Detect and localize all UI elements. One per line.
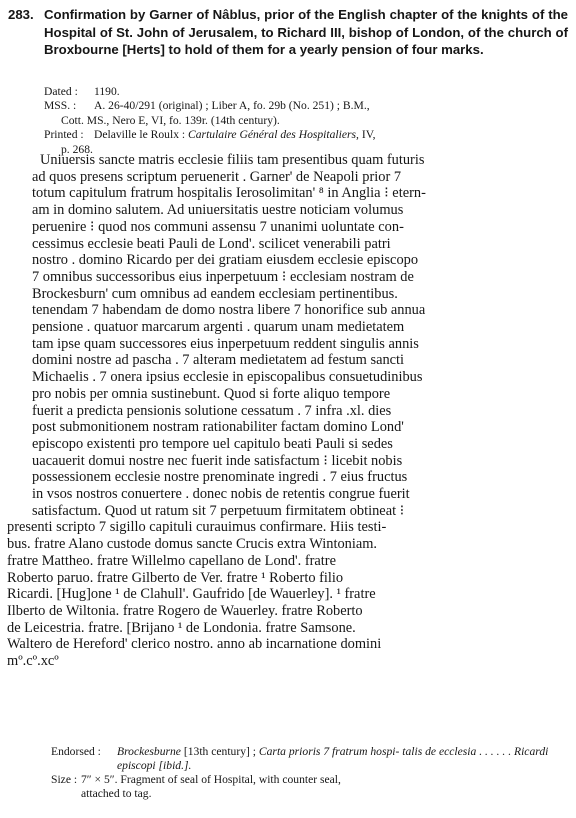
charter-text xyxy=(7,152,563,670)
endorsed-place: Brockesburne xyxy=(117,745,181,758)
mss-label: MSS. : xyxy=(44,99,77,113)
mss-row xyxy=(44,99,560,128)
printed-author: Delaville le Roulx : xyxy=(94,128,186,142)
charter-line: Michaelis . 7 onera ipsius ecclesie in episcopalibus consuetudinibus xyxy=(32,369,423,386)
charter-line: uacauerit domui nostre nec fuerit inde satisfactum ⁝ licebit nobis xyxy=(32,452,403,469)
printed-work: Cartulaire Général des Hospitaliers, xyxy=(188,128,359,142)
charter-line: tenendam 7 habendam de domo nostra libere 7 honorifice sub annua xyxy=(32,302,426,319)
charter-line: de Leicestria. fratre. [Brijano ¹ de Londonia. fratre Samsone. xyxy=(7,619,356,636)
entry-number: 283. xyxy=(8,7,34,22)
endorsed-label: Endorsed : xyxy=(51,745,101,758)
entry-title: Confirmation by Garner of Nâblus, prior of the English chapter of the knights of the Hospital of St. John of Jerusalem, to Richard III, bishop of London, of the church of Broxbourne [Herts] to hold of them for a yearly pension of four marks. xyxy=(44,7,568,57)
charter-line: nostro . domino Ricardo per dei gratiam eiusdem ecclesie episcopo xyxy=(32,252,419,269)
printed-volume: IV, xyxy=(361,128,376,142)
charter-line: Ilberto de Wiltonia. fratre Rogero de Wauerley. fratre Roberto xyxy=(7,602,363,619)
dated-value: 1190. xyxy=(94,85,120,98)
dated-row xyxy=(44,85,560,99)
charter-line: am in domino salutem. Ad uniuersitatis uestre noticiam volumus xyxy=(32,202,404,219)
size-value-continued: attached to tag. xyxy=(81,786,152,800)
endorsement-block xyxy=(51,745,563,800)
charter-line: ad quos presens scriptum peruenerit . Garner' de Neapoli prior 7 xyxy=(32,168,402,185)
mss-value-continued: Cott. MS., Nero E, VI, fo. 139r. (14th century). xyxy=(61,113,280,127)
metadata-block xyxy=(44,85,560,157)
charter-line: domini nostre ad pascha . 7 alteram medietatem ad festum sancti xyxy=(32,352,405,369)
charter-line: Uniuersis sancte matris ecclesie filiis tam presentibus quam futuris xyxy=(40,152,425,168)
charter-line: post submonitionem nostram rationabiliter factam domino Lond' xyxy=(32,419,404,436)
endorsed-text-continued: talis de ecclesia . . . . . . Ricardi episcopi xyxy=(117,745,549,772)
charter-line: cessimus ecclesie beati Pauli de Lond'. scilicet venerabili patri xyxy=(32,235,391,252)
size-row xyxy=(51,773,563,800)
charter-line: Ricardi. [Hug]one ¹ de Clahull'. Gaufrido [de Wauerley]. ¹ fratre xyxy=(7,586,376,603)
size-value: 7″ × 5″. Fragment of seal of Hospital, with counter seal, xyxy=(81,773,341,787)
endorsed-ibid: [ibid.]. xyxy=(158,758,192,772)
endorsed-text: Carta prioris 7 fratrum hospi- xyxy=(258,745,400,758)
printed-label: Printed : xyxy=(44,128,84,142)
charter-line: Roberto paruo. fratre Gilberto de Ver. fratre ¹ Roberto filio xyxy=(7,569,344,586)
charter-line: tam ipse quam successores eius inperpetuum reddent singulis annis xyxy=(32,335,419,352)
size-label: Size : xyxy=(51,773,78,787)
charter-line: Waltero de Hereford' clerico nostro. anno ab incarnatione domini xyxy=(7,636,382,653)
charter-line: pro nobis per omnia sustinebunt. Quod si forte aliquo tempore xyxy=(32,385,391,402)
charter-line: 7 omnibus successoribus eius inperpetuum ⁝ ecclesiam nostram de xyxy=(32,268,414,285)
charter-line: bus. fratre Alano custode domus sancte Crucis extra Wintoniam. xyxy=(7,536,378,553)
charter-line: mº.cº.xcº xyxy=(7,653,59,670)
charter-line: in vsos nostros conuertere . donec nobis de retentis congrue fuerit xyxy=(32,486,410,503)
charter-line: pensione . quatuor marcarum argenti . quarum unam medietatem xyxy=(32,319,405,336)
endorsed-row xyxy=(51,745,563,772)
entry-heading xyxy=(8,6,568,59)
endorsed-value xyxy=(117,745,548,772)
charter-line: fratre Mattheo. fratre Willelmo capellano de Lond'. fratre xyxy=(7,552,336,569)
mss-value: A. 26-40/291 (original) ; Liber A, fo. 29b (No. 251) ; B.M., xyxy=(94,99,370,113)
charter-line: totum capitulum fratrum hospitalis Ierosolimitan' ⁸ in Anglia ⁝ etern- xyxy=(32,185,426,202)
charter-line: Brockesburn' cum omnibus ad eandem ecclesiam pertinentibus. xyxy=(32,285,398,302)
printed-value xyxy=(94,128,560,142)
endorsed-century: [13th century] ; xyxy=(183,745,256,758)
dated-label: Dated : xyxy=(44,85,78,98)
charter-line: episcopo existenti pro tempore uel capitulo beati Pauli si sedes xyxy=(32,435,393,452)
charter-line: fuerit a predicta pensionis solutione cessatum . 7 infra .xl. dies xyxy=(32,402,392,419)
charter-line: presenti scripto 7 sigillo capituli curauimus confirmare. Hiis testi- xyxy=(7,519,387,536)
printed-page: p. 268. xyxy=(61,142,93,156)
charter-line: satisfactum. Quod ut ratum sit 7 perpetuum firmitatem obtineat ⁝ xyxy=(32,502,405,519)
charter-line: peruenire ⁝ quod nos communi assensu 7 unanimi uoluntate con- xyxy=(32,218,404,235)
charter-line: possessionem ecclesie nostre prenominate ingredi . 7 eius fructus xyxy=(32,469,408,486)
